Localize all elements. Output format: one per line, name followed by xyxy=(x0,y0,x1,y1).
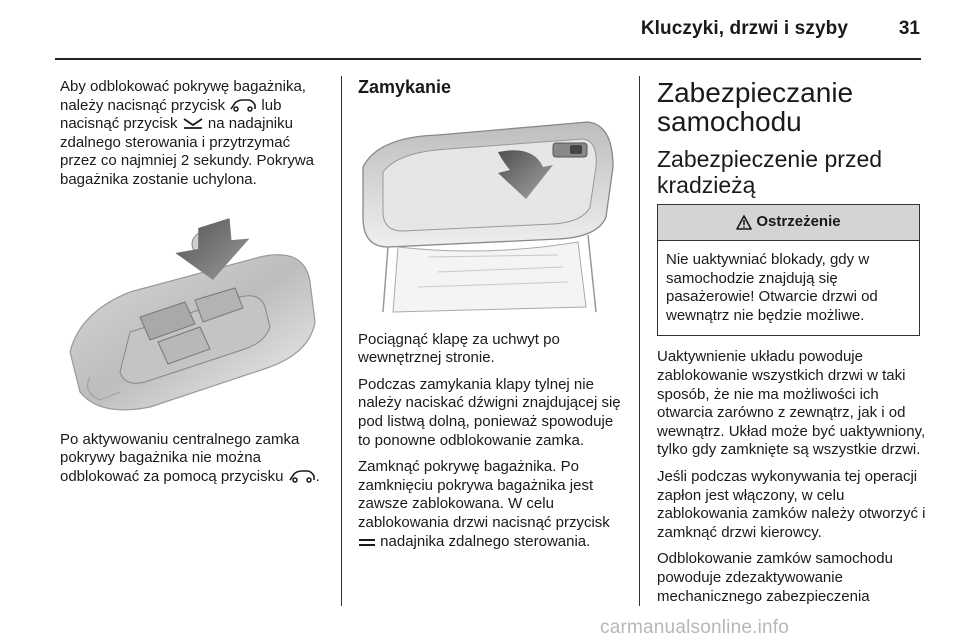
vehicle-security-heading: Zabezpieczanie samochodu xyxy=(657,77,854,137)
central-lock-paragraph: Po aktywowaniu centralnego zamka pokrywy bagażnika nie można odblokować za pomocą przycisku . xyxy=(60,430,320,485)
closing-warning-paragraph: Podczas zamykania klapy tylnej nie należy naciskać dźwigni znajdującej się pod listwą dolną, ponieważ spowoduje to ponowne odblokowanie zamka. xyxy=(358,375,621,449)
watermark: carmanualsonline.info xyxy=(600,617,790,638)
page-number: 31 xyxy=(898,18,920,39)
column-divider-2 xyxy=(639,76,640,606)
close-and-lock-paragraph: Zamknąć pokrywę bagażnika. Po zamknięciu pokrywa bagażnika jest zawsze zablokowana. W celu zablokowania drzwi nacisnąć przycisk nadajnika zdalnego sterowania. xyxy=(358,458,610,550)
column-3 xyxy=(657,78,927,614)
closing-heading: Zamykanie xyxy=(358,77,452,97)
header-divider xyxy=(55,58,921,60)
warning-triangle-icon xyxy=(736,215,752,230)
column-1 xyxy=(60,78,330,494)
warning-title: Ostrzeżenie xyxy=(756,213,841,231)
car-tailgate-icon xyxy=(229,98,257,112)
ignition-on-paragraph: Jeśli podczas wykonywania tej operacji zapłon jest włączony, w celu zablokowania zamków należy otworzyć i zamknąć drzwi kierowcy. xyxy=(657,467,926,541)
lock-bars-icon xyxy=(358,536,376,548)
warning-text: Nie uaktywniać blokady, gdy w samochodzie znajdują się pasażerowie! Otwarcie drzwi od wewnątrz nie będzie możliwe. xyxy=(666,251,878,324)
unlock-deactivation-paragraph: Odblokowanie zamków samochodu powoduje zdezaktywowanie mechanicznego zabezpieczenia xyxy=(657,550,893,605)
pull-handle-paragraph: Pociągnąć klapę za uchwyt po wewnętrznej stronie. xyxy=(358,330,560,367)
column-2 xyxy=(358,78,628,559)
warning-header xyxy=(658,205,919,241)
column-divider-1 xyxy=(341,76,342,606)
unlock-tailgate-paragraph: Aby odblokować pokrywę bagażnika, należy nacisnąć przycisk lub nacisnąć przycisk na nadajniku zdalnego sterowania i przytrzymać przez co najmniej 2 sekundy. Pokrywa bagażnika zostanie uchylona. xyxy=(60,78,315,188)
rear-window-icon xyxy=(182,116,204,130)
deadlock-activation-paragraph: Uaktywnienie układu powoduje zablokowanie wszystkich drzwi w taki sposób, że nie ma możliwości ich otwarcia zarówno z zewnątrz, jak i od wewnątrz. Układ może być uaktywniony, tylko gdy zamknięte są wszystkie drzwi. xyxy=(657,348,926,459)
tailgate-closing-illustration xyxy=(358,107,620,317)
page-header-title: Kluczyki, drzwi i szyby xyxy=(640,18,848,39)
warning-box xyxy=(657,204,920,336)
anti-theft-heading: Zabezpieczenie przed kradzieżą xyxy=(657,146,883,198)
key-fob-illustration xyxy=(60,202,322,417)
car-tailgate-icon xyxy=(288,469,316,483)
